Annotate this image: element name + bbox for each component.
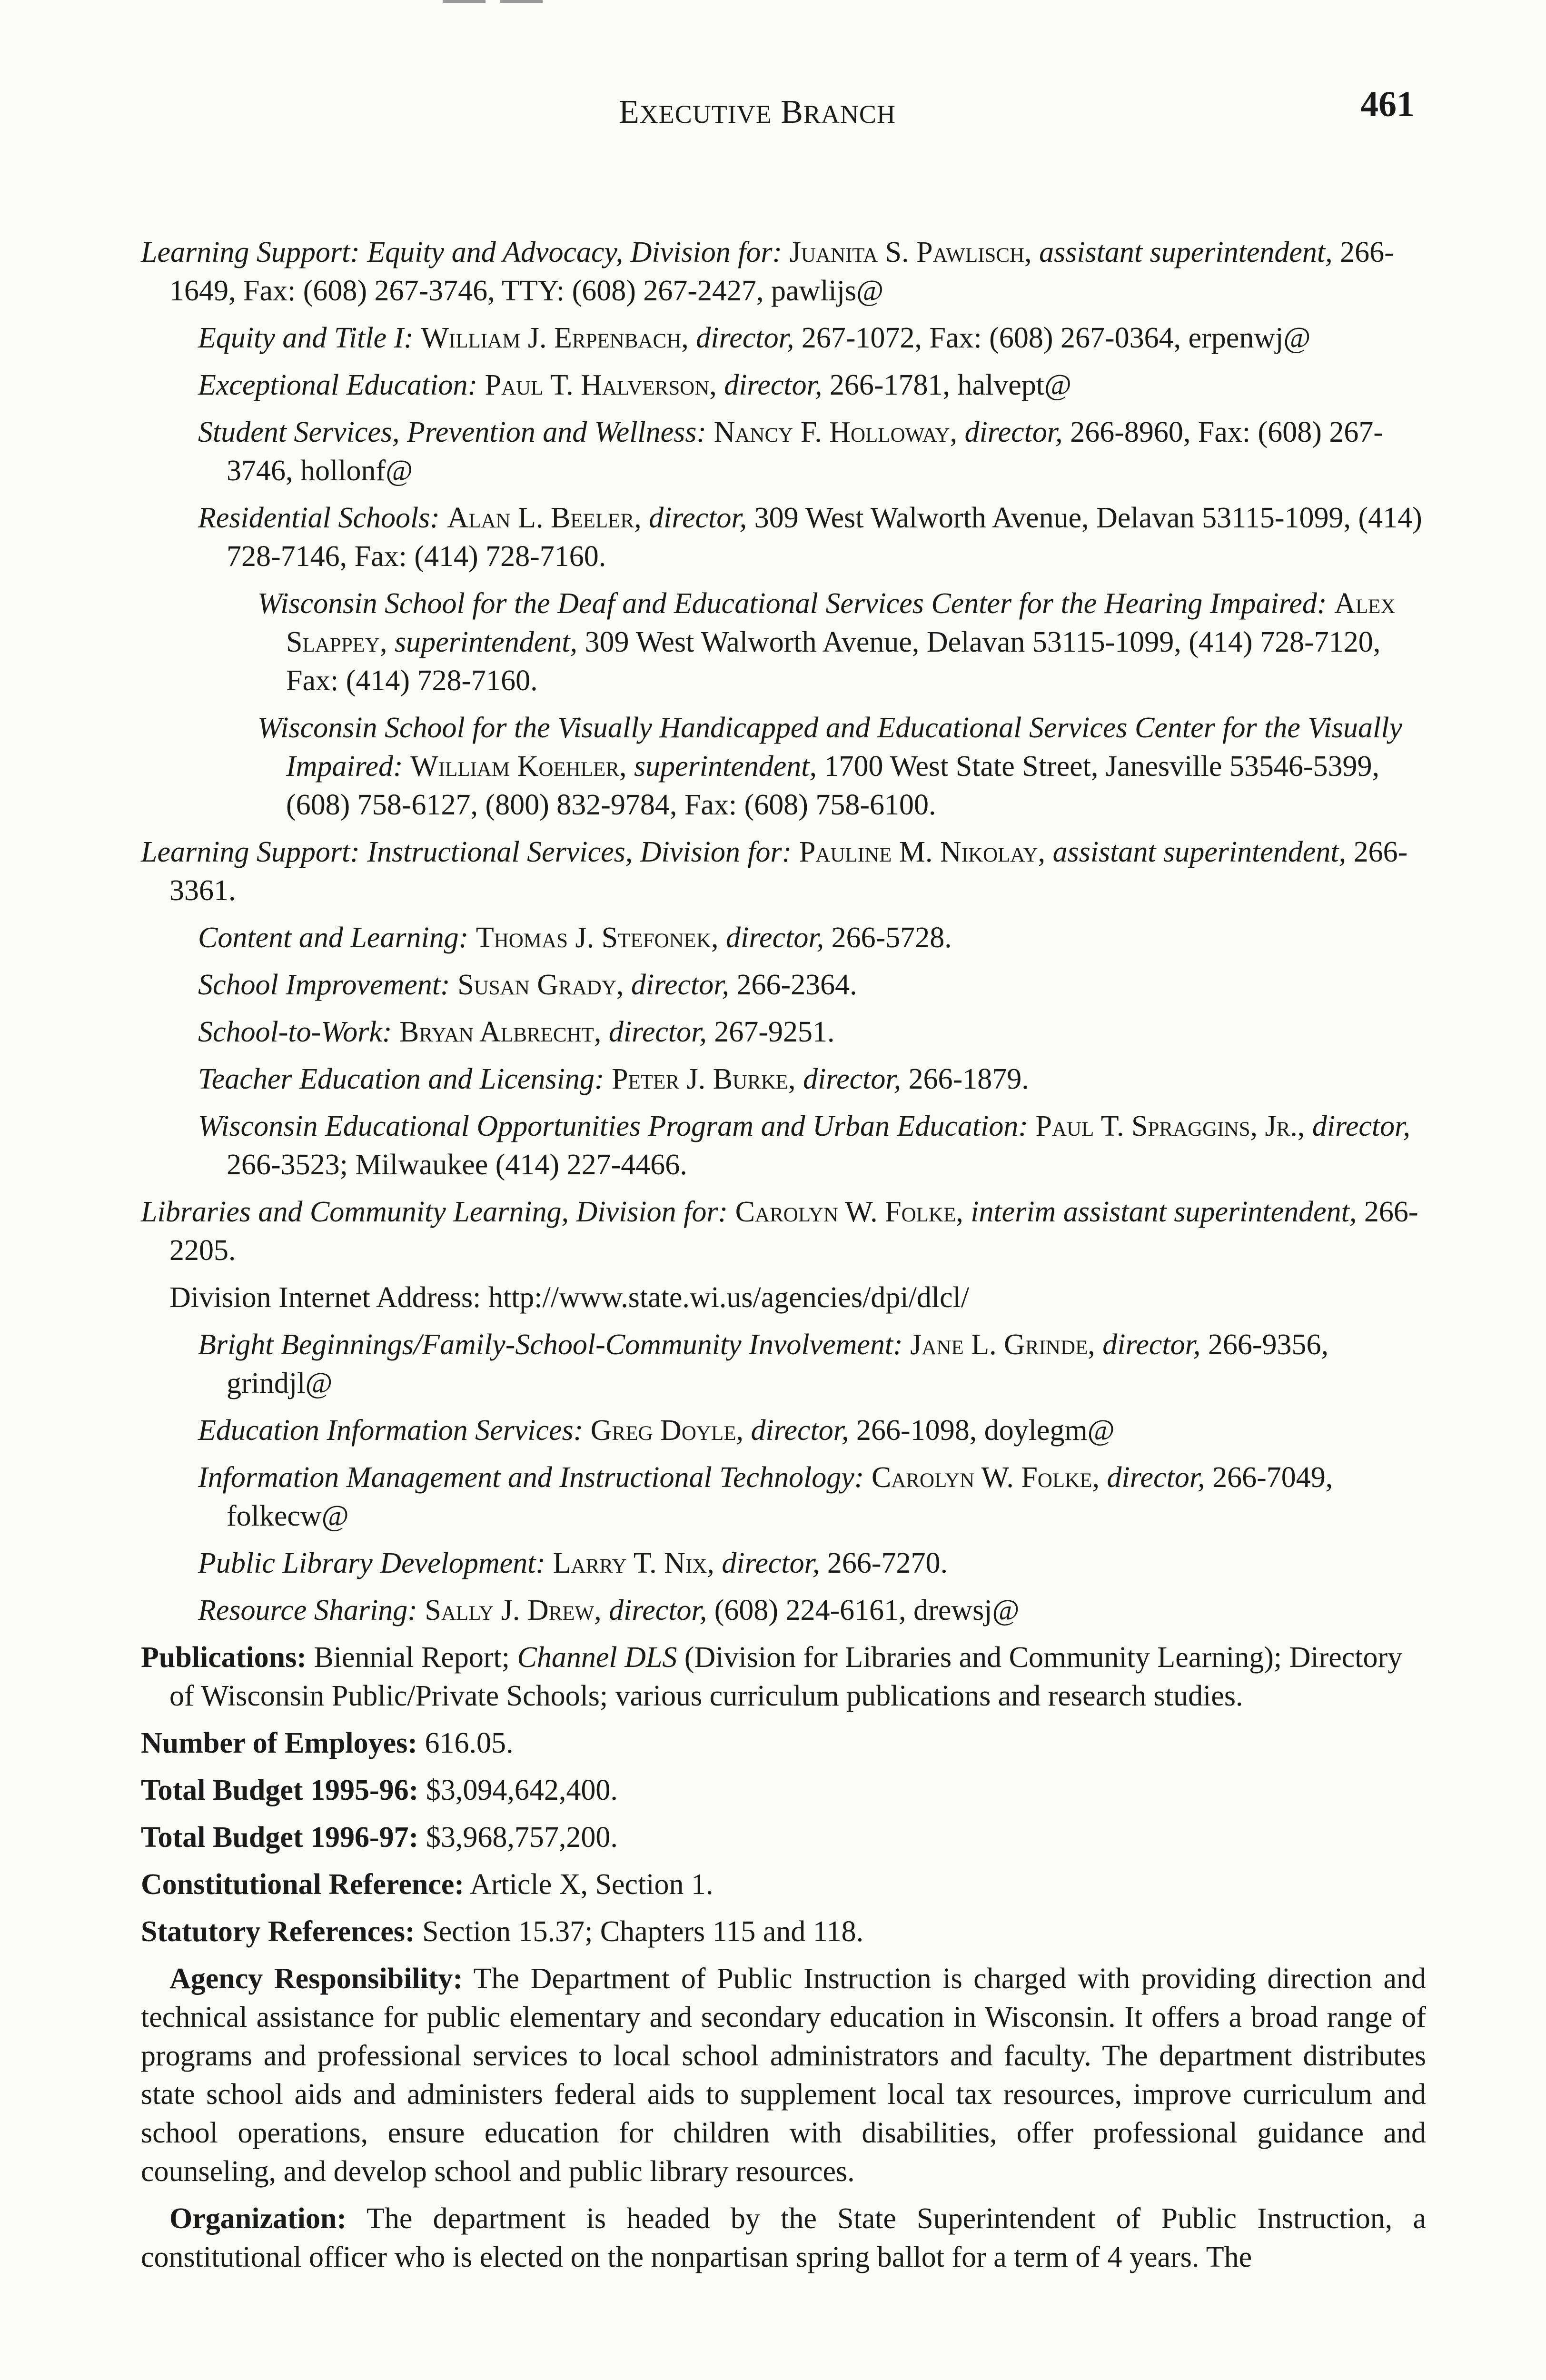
person-name: William J. Erpenbach, [421,322,689,354]
person-role: director, [649,502,747,534]
unit-name: Public Library Development: [198,1547,546,1579]
person-name: Alan L. Beeler, [447,502,642,534]
directory-entry [141,366,1426,405]
contact-details: 266-1098, doylegm@ [856,1414,1115,1447]
running-header [619,93,896,131]
paragraph-text: The Department of Public Instruction is charged with providing direction and technical assistance for public elementary and secondary education in Wisconsin. It offers a broad range of programs and professional services to local school administrators and faculty. The department distributes state school aids and administers federal aids to supplement local tax resources, improve curriculum and school operations, ensure education for children with disabilities, offer professional guidance and counseling, and develop school and public library resources. [141,1963,1426,2188]
person-role: director, [608,1016,707,1048]
unit-name: Learning Support: Equity and Advocacy, Division for: [141,236,783,268]
unit-name: Wisconsin Educational Opportunities Program and Urban Education: [198,1110,1028,1142]
directory-entry [141,1458,1426,1536]
person-name: Paul T. Spraggins, Jr., [1035,1110,1305,1142]
publications-text: Biennial Report; [314,1641,510,1674]
fact-label: Total Budget 1996-97: [141,1821,419,1854]
agency-responsibility-paragraph [141,1960,1426,2191]
fact-row [141,1771,1426,1810]
person-name: William Koehler, [410,750,627,783]
fact-value: Section 15.37; Chapters 115 and 118. [422,1915,864,1948]
directory-entry [141,413,1426,490]
publications [141,1638,1426,1716]
header-initial: E [619,94,640,130]
contact-details: 266-8960, Fax: (608) 267-3746, hollonf@ [227,416,1383,487]
directory-entry [141,1013,1426,1051]
person-role: director, [724,369,823,401]
contact-details: 266-3361. [169,836,1408,907]
unit-name: Bright Beginnings/Family-School-Community Involvement: [198,1329,903,1361]
paragraph-label: Organization: [169,2202,347,2235]
person-role: director, [1102,1329,1201,1361]
person-name: Peter J. Burke, [612,1063,796,1095]
publication-title: Channel DLS [517,1641,677,1674]
unit-name: Exceptional Education: [198,369,478,401]
fact-row [141,1724,1426,1763]
person-role: director, [722,1547,820,1579]
unit-name: Wisconsin School for the Deaf and Educational Services Center for the Hearing Impaired: [258,587,1327,620]
header-rest: RANCH [803,100,896,129]
person-name: Greg Doyle, [590,1414,743,1447]
contact-details: 266-5728. [831,922,952,954]
unit-name: Education Information Services: [198,1414,584,1447]
person-role: director, [1312,1110,1410,1142]
header-rest: XECUTIVE [639,100,772,129]
division-internet-address: Division Internet Address: http://www.state.wi.us/agencies/dpi/dlcl/ [169,1281,970,1314]
person-role: director, [751,1414,849,1447]
unit-name: Residential Schools: [198,502,440,534]
fact-label: Total Budget 1995-96: [141,1774,419,1806]
contact-details: 267-9251. [714,1016,835,1048]
contact-details: 266-2205. [169,1196,1418,1267]
fact-value: $3,968,757,200. [426,1821,618,1854]
unit-name: Resource Sharing: [198,1594,417,1626]
person-name: Pauline M. Nikolay, [799,836,1046,868]
fact-value: 616.05. [425,1727,514,1759]
unit-name: Information Management and Instructional Technology: [198,1461,864,1494]
fact-row [141,1865,1426,1904]
unit-name: Learning Support: Instructional Services, Division for: [141,836,792,868]
person-role: director, [609,1594,707,1626]
fact-label: Statutory References: [141,1915,415,1948]
unit-name: Wisconsin School for the Visually Handicapped and Educational Services Center for the Visually Impaired: [258,712,1402,783]
person-name: Paul T. Halverson, [485,369,717,401]
person-role: director, [696,322,794,354]
contact-details: 266-9356, grindjl@ [227,1329,1329,1399]
person-role: director, [803,1063,902,1095]
person-name: Nancy F. Holloway, [714,416,958,448]
directory-entry [141,833,1426,910]
paragraph-text: The department is headed by the State Superintendent of Public Instruction, a constitutional officer who is elected on the nonpartisan spring ballot for a term of 4 years. The [141,2202,1426,2273]
publications-label: Publications: [141,1641,307,1674]
directory-entry [141,1193,1426,1270]
person-name: Larry T. Nix, [553,1547,714,1579]
person-role: interim assistant superintendent, [971,1196,1357,1228]
person-name: Sally J. Drew, [425,1594,602,1626]
contact-details: 309 West Walworth Avenue, Delavan 53115-1099, (414) 728-7146, Fax: (414) 728-7160. [227,502,1422,573]
unit-name: Equity and Title I: [198,322,414,354]
directory-entry [141,1060,1426,1099]
directory-entry [141,1107,1426,1184]
person-name: Thomas J. Stefonek, [476,922,719,954]
page-content [141,233,1426,2285]
fact-label: Constitutional Reference: [141,1868,465,1901]
contact-details: 1700 West State Street, Janesville 53546-5399, (608) 758-6127, (800) 832-9784, Fax: (608) 758-6100. [286,750,1380,821]
person-name: Bryan Albrecht, [399,1016,602,1048]
page-number: 461 [1360,84,1415,124]
person-role: director, [1107,1461,1205,1494]
person-name: Susan Grady, [457,969,624,1001]
person-role: assistant superintendent, [1052,836,1347,868]
header-initial: B [781,94,803,130]
person-role: superintendent, [634,750,817,783]
contact-details: 266-7049, folkecw@ [227,1461,1333,1532]
fact-value: $3,094,642,400. [426,1774,618,1806]
fact-label: Number of Employes: [141,1727,417,1759]
directory-entry [141,709,1426,824]
person-role: director, [964,416,1063,448]
directory-entry [141,1544,1426,1583]
person-role: director, [631,969,729,1001]
person-role: superintendent, [394,626,577,658]
contact-details: 267-1072, Fax: (608) 267-0364, erpenwj@ [801,322,1311,354]
unit-name: School Improvement: [198,969,450,1001]
contact-details: 266-1649, Fax: (608) 267-3746, TTY: (608) 267-2427, pawlijs@ [169,236,1394,307]
directory-entry [141,1411,1426,1450]
fact-value: Article X, Section 1. [470,1868,714,1901]
directory-entry [141,319,1426,357]
contact-details: 266-1879. [908,1063,1029,1095]
contact-details: 266-1781, halvept@ [829,369,1072,401]
unit-name: Student Services, Prevention and Wellness: [198,416,707,448]
person-name: Carolyn W. Folke, [871,1461,1100,1494]
scan-artifact [500,0,543,3]
person-role: director, [726,922,824,954]
paragraph-label: Agency Responsibility: [169,1963,463,1995]
directory-entry [141,1591,1426,1630]
fact-row [141,1913,1426,1951]
contact-details: 266-3523; Milwaukee (414) 227-4466. [227,1149,687,1181]
unit-name: School-to-Work: [198,1016,392,1048]
directory-entry [141,233,1426,310]
person-name: Juanita S. Pawlisch, [789,236,1032,268]
contact-details: 266-2364. [736,969,857,1001]
person-name: Jane L. Grinde, [910,1329,1095,1361]
directory-entry [141,919,1426,957]
unit-name: Teacher Education and Licensing: [198,1063,605,1095]
contact-details: 266-7270. [827,1547,948,1579]
person-name: Alex Slappey, [286,587,1396,658]
directory-entry [141,499,1426,576]
person-name: Carolyn W. Folke, [735,1196,963,1228]
publications-text: (Division for Libraries and Community Learning); Directory of Wisconsin Public/Private Schools; various curriculum publications and research studies. [169,1641,1403,1712]
directory-entry [141,585,1426,700]
person-role: assistant superintendent, [1039,236,1333,268]
unit-name: Libraries and Community Learning, Division for: [141,1196,728,1228]
unit-name: Content and Learning: [198,922,469,954]
contact-details: 309 West Walworth Avenue, Delavan 53115-1099, (414) 728-7120, Fax: (414) 728-7160. [286,626,1381,697]
contact-details: (608) 224-6161, drewsj@ [714,1594,1020,1626]
directory-entry [141,1326,1426,1403]
organization-paragraph [141,2200,1426,2277]
directory-entry [141,966,1426,1004]
scan-artifact [443,0,486,3]
fact-row [141,1818,1426,1857]
